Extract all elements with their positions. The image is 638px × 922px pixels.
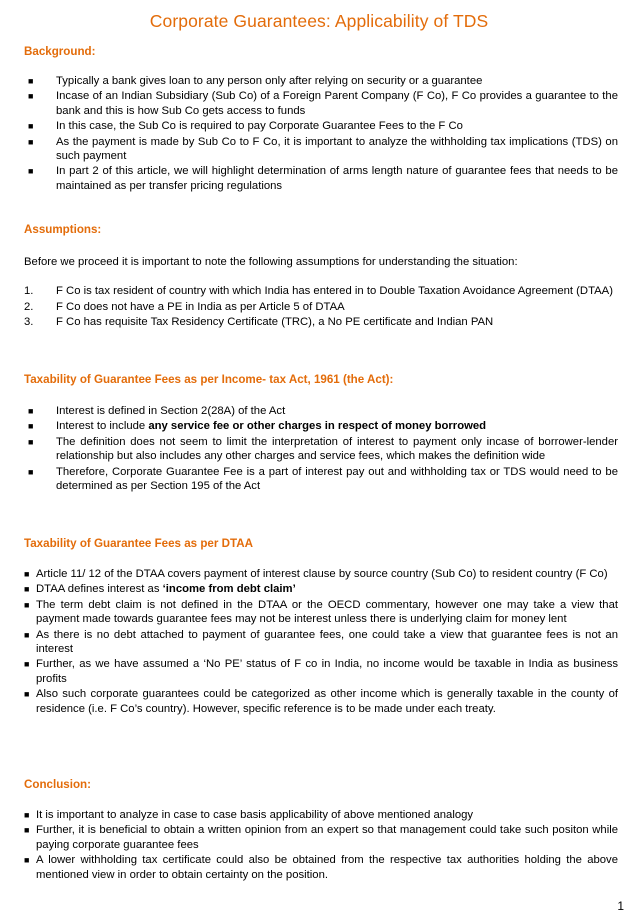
bullet-icon: ■	[24, 855, 30, 866]
list-item: ■ In this case, the Sub Co is required to pay Corporate Guarantee Fees to the F Co	[28, 120, 463, 133]
assumptions-heading: Assumptions:	[24, 223, 102, 236]
emphasis-text: ‘income from debt claim’	[162, 583, 296, 596]
bullet-icon: ■	[28, 421, 34, 432]
bullet-icon: ■	[28, 121, 34, 132]
conclusion-section	[24, 775, 618, 883]
list-number: 3.	[24, 316, 34, 329]
taxability-dtaa-heading: Taxability of Guarantee Fees as per DTAA	[24, 537, 253, 550]
background-list	[24, 74, 618, 193]
conclusion-heading: Conclusion:	[24, 778, 91, 791]
taxability-act-heading: Taxability of Guarantee Fees as per Income- tax Act, 1961 (the Act):	[24, 373, 394, 386]
assumptions-list	[24, 284, 618, 329]
bullet-icon: ■	[28, 91, 34, 102]
list-number: 1.	[24, 285, 34, 298]
list-item: ■ Further, as we have assumed a ‘No PE’ status of F co in India, no income would be taxable in India as business profits	[24, 658, 618, 685]
list-item: ■ In part 2 of this article, we will highlight determination of arms length nature of guarantee fees that needs to be maintained as per transfer pricing regulations	[28, 165, 618, 192]
list-item: ■ Also such corporate guarantees could be categorized as other income which is generally taxable in the county of residence (i.e. F Co’s country). However, specific reference is to be made under each treaty.	[24, 688, 618, 715]
list-item: ■ Incase of an Indian Subsidiary (Sub Co) of a Foreign Parent Company (F Co), F Co provides a guarantee to the bank and this is how Sub Co gets access to funds	[28, 90, 618, 117]
list-item: ■ As there is no debt attached to payment of guarantee fees, one could take a view that guarantee fees is not an interest	[24, 628, 618, 656]
assumptions-intro: Before we proceed it is important to note the following assumptions for understanding the situation:	[24, 256, 518, 268]
bullet-icon: ■	[24, 599, 30, 610]
bullet-icon: ■	[24, 689, 30, 700]
list-item: 1. F Co is tax resident of country with which India has entered in to Double Taxation Avoidance Agreement (DTAA)	[24, 285, 613, 298]
list-item: ■ The definition does not seem to limit the interpretation of interest to payment only incase of borrower-lender relationship but also includes any other charges and service fees, which makes the definition wide	[28, 435, 618, 463]
background-heading: Background:	[24, 45, 96, 58]
list-item: ■ Interest is defined in Section 2(28A) of the Act	[28, 405, 286, 417]
list-item: ■ Typically a bank gives loan to any person only after relying on security or a guarantee	[28, 75, 483, 87]
bullet-icon: ■	[24, 584, 30, 595]
list-item: 3. F Co has requisite Tax Residency Certificate (TRC), a No PE certificate and Indian PAN	[24, 316, 494, 329]
bullet-icon: ■	[28, 436, 34, 447]
list-item: ■ A lower withholding tax certificate could also be obtained from the respective tax authorities holding the above mentioned view in order to obtain certainty on the position.	[24, 854, 618, 881]
list-item: ■ Article 11/ 12 of the DTAA covers payment of interest clause by source country (Sub Co) to resident country (F Co)	[24, 568, 608, 580]
conclusion-list	[24, 808, 618, 882]
taxability-dtaa-section	[24, 534, 618, 717]
page-number: 1	[617, 899, 624, 913]
taxability-act-section	[24, 370, 618, 494]
bullet-icon: ■	[28, 466, 34, 477]
list-number: 2.	[24, 300, 34, 313]
list-item: 2. F Co does not have a PE in India as per Article 5 of DTAA	[24, 300, 345, 313]
bullet-icon: ■	[28, 136, 34, 147]
taxability-act-list	[24, 404, 618, 493]
list-item: ■ It is important to analyze in case to case basis applicability of above mentioned analogy	[24, 809, 474, 821]
bullet-icon: ■	[28, 166, 34, 177]
bullet-icon: ■	[28, 76, 34, 86]
page-title: Corporate Guarantees: Applicability of TDS	[149, 11, 489, 31]
bullet-icon: ■	[24, 629, 30, 640]
background-section	[24, 42, 618, 194]
list-item: ■ Interest to include any service fee or other charges in respect of money borrowed	[28, 420, 487, 433]
list-item: ■ The term debt claim is not defined in the DTAA or the OECD commentary, however one may take a view that payment made towards guarantee fees may not be interest unless there is underlying claim for money lent	[24, 598, 618, 626]
list-item: ■ Further, it is beneficial to obtain a written opinion from an expert so that management could take such positon while paying corporate guarantee fees	[24, 824, 618, 851]
taxability-dtaa-list	[24, 567, 618, 716]
bullet-icon: ■	[28, 406, 34, 416]
bullet-icon: ■	[24, 569, 30, 579]
list-item: ■ Therefore, Corporate Guarantee Fee is a part of interest pay out and withholding tax or TDS would need to be determined as per Section 195 of the Act	[28, 465, 618, 493]
list-item: ■ As the payment is made by Sub Co to F Co, it is important to analyze the withholding tax implications (TDS) on such payment	[28, 135, 618, 163]
bullet-icon: ■	[24, 659, 30, 670]
bullet-icon: ■	[24, 825, 30, 836]
bullet-icon: ■	[24, 810, 30, 820]
emphasis-text: any service fee or other charges in respect of money borrowed	[148, 420, 487, 433]
assumptions-section	[24, 220, 618, 331]
list-item: ■ DTAA defines interest as ‘income from debt claim’	[24, 583, 296, 596]
